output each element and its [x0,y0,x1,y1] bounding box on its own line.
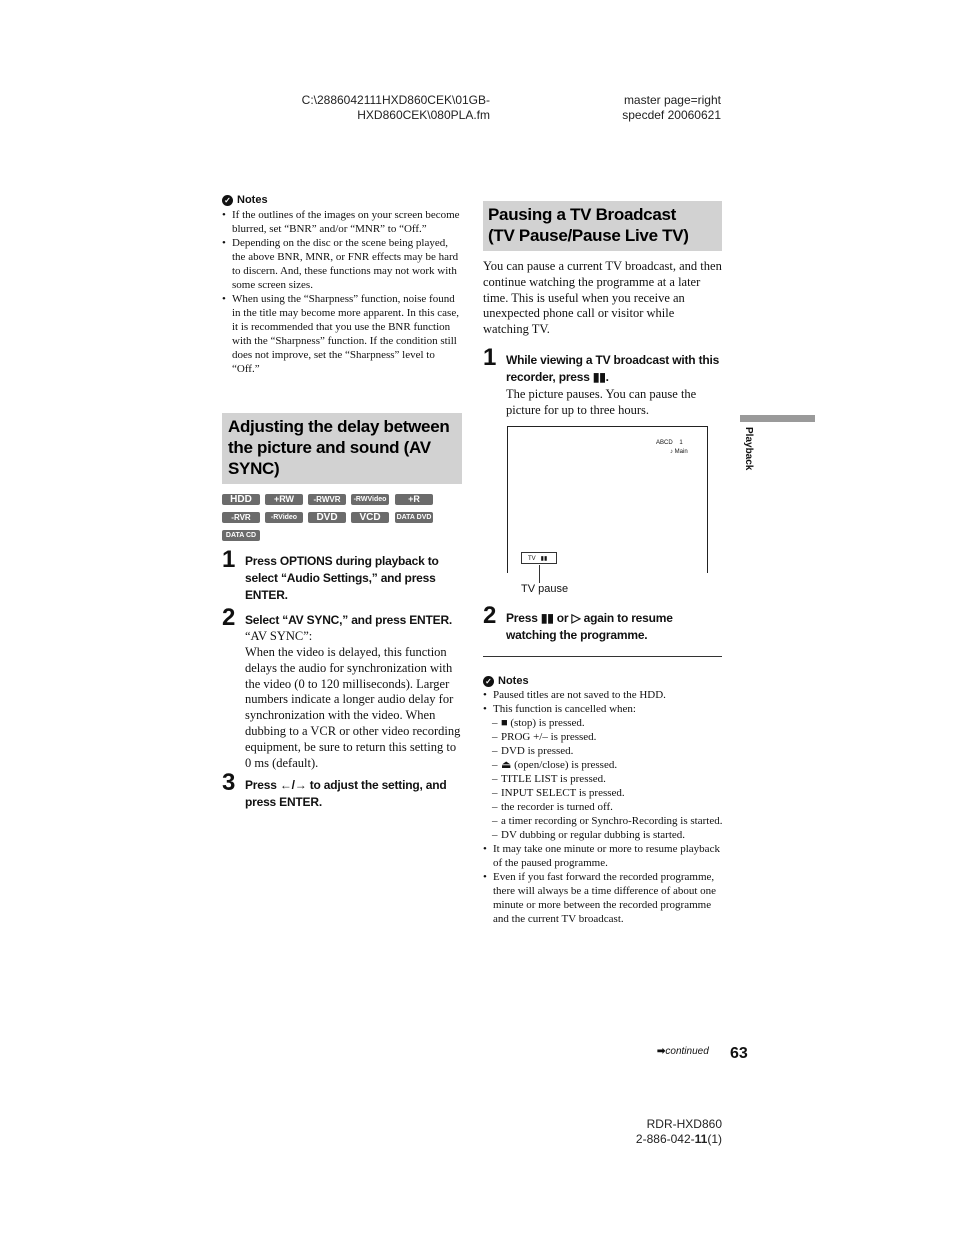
step-body: The picture pauses. You can pause the picture for up to three hours. [506,387,697,417]
notes-list [483,688,723,926]
tv-pause-indicator: TV ▮▮ [521,552,557,564]
badge-plus-rw: +RW [265,494,303,505]
badge-dvd: DVD [308,512,346,523]
badge-hdd: HDD [222,494,260,505]
section-heading-av-sync [222,413,462,484]
step-number: 2 [483,602,497,629]
badge-data-cd: DATA CD [222,530,260,541]
badge-minus-r-video: -RVideo [265,512,303,523]
step-sub: “AV SYNC”: [245,629,313,643]
audio-display: ♪ Main [670,449,688,455]
badge-vcd: VCD [351,512,389,523]
badge-minus-r-vr: -RVR [222,512,260,523]
right-notes [483,675,723,926]
step-number: 2 [222,604,236,631]
notes-list [222,208,462,376]
notes-title: Notes [498,675,529,687]
callout-line [539,565,540,583]
continued-label: continued [665,1046,709,1057]
section-tab-label: Playback [743,427,754,471]
note-item: • When using the “Sharpness” function, noise found in the title may become more apparent. In this case, it is recommended that you use the BNR function with the “Sharpness” function. If the condition still does not improve, set the “Sharpness” level to “Off.” [222,292,462,376]
continued-indicator [657,1046,709,1057]
master-line1: master page=right [623,93,721,107]
part-code [580,1132,722,1147]
file-path-line1: C:\2886042111HXD860CEK\01GB- [301,93,490,107]
note-subitem: – the recorder is turned off. [483,800,723,814]
note-subitem: – a timer recording or Synchro-Recording is started. [483,814,723,828]
step-text: Press ▮▮ or ▷ again to resume watching the programme. [506,611,673,642]
note-item: • It may take one minute or more to resume playback of the paused programme. [483,842,723,870]
part-code-prefix: 2-886-042- [635,1132,695,1146]
step-number: 1 [483,344,497,371]
note-icon: ✓ [222,195,233,206]
master-line2: specdef 20060621 [622,108,721,122]
page-number: 63 [730,1045,748,1062]
note-subitem: – ⏏ (open/close) is pressed. [483,758,723,772]
section-heading-tv-pause [483,201,722,251]
disc-type-badges [222,494,462,544]
badge-minus-rw-video: -RWVideo [351,494,389,505]
file-path-line2: HXD860CEK\080PLA.fm [357,108,490,122]
section-title-line: Pausing a TV Broadcast [488,205,677,224]
model-info [580,1117,722,1147]
file-path [290,93,490,123]
section-title-line: the picture and sound (AV [228,438,431,457]
note-item: • Depending on the disc or the scene being played, the above BNR, MNR, or FNR effects may be hard to discern. And, these functions may not work with some screen sizes. [222,236,462,292]
step-text: Press ←/→ to adjust the setting, and press ENTER. [245,778,447,809]
intro-paragraph: You can pause a current TV broadcast, and then continue watching the programme at a later time. This is useful when you receive an unexpected phone call or visitor while watching TV. [483,259,722,337]
note-subitem: – PROG +/– is pressed. [483,730,723,744]
part-code-bold: 11 [694,1132,708,1146]
note-subitem: – ■ (stop) is pressed. [483,716,723,730]
model-name: RDR-HXD860 [646,1117,722,1131]
step-text: While viewing a TV broadcast with this recorder, press ▮▮. [506,353,720,384]
part-code-suffix: (1) [707,1132,722,1146]
tv-screen-illustration [507,426,708,573]
note-item: • If the outlines of the images on your screen become blurred, set “BNR” and/or “MNR” to “Off.” [222,208,462,236]
note-icon: ✓ [483,676,494,687]
section-title-line: SYNC) [228,459,280,478]
section-title-line: (TV Pause/Pause Live TV) [488,226,689,245]
note-item: • This function is cancelled when: [483,702,723,716]
badge-minus-rw-vr: -RWVR [308,494,346,505]
notes-heading [222,194,462,206]
section-title-line: Adjusting the delay between [228,417,450,436]
master-page-info [560,93,721,123]
divider [483,656,722,657]
note-subitem: – INPUT SELECT is pressed. [483,786,723,800]
notes-title: Notes [237,194,268,206]
step-number: 1 [222,546,236,573]
notes-heading [483,675,723,687]
left-notes [222,194,462,376]
channel-display: ABCD 1 [656,440,683,446]
arrow-right-icon: ➡ [657,1046,666,1057]
note-item: • Paused titles are not saved to the HDD. [483,688,723,702]
note-item: • Even if you fast forward the recorded programme, there will always be a time difference of about one minute or more between the recorded programme and the current TV broadcast. [483,870,723,926]
note-subitem: – DVD is pressed. [483,744,723,758]
tv-pause-caption: TV pause [521,583,569,595]
note-subitem: – DV dubbing or regular dubbing is started. [483,828,723,842]
note-subitem: – TITLE LIST is pressed. [483,772,723,786]
step-text: Select “AV SYNC,” and press ENTER. [245,613,453,627]
section-tab-marker [740,415,815,422]
step-body: When the video is delayed, this function delays the audio for synchronization with the video (0 to 120 milliseconds). Larger numbers indicate a longer audio delay for synchronization with the video. When dubbing to a VCR or other video recording equipment, be sure to return this setting to 0 ms (default). [245,645,461,770]
badge-data-dvd: DATA DVD [396,514,432,521]
step-number: 3 [222,769,236,796]
step-text: Press OPTIONS during playback to select “Audio Settings,” and press ENTER. [245,554,439,602]
badge-plus-r: +R [395,494,433,505]
